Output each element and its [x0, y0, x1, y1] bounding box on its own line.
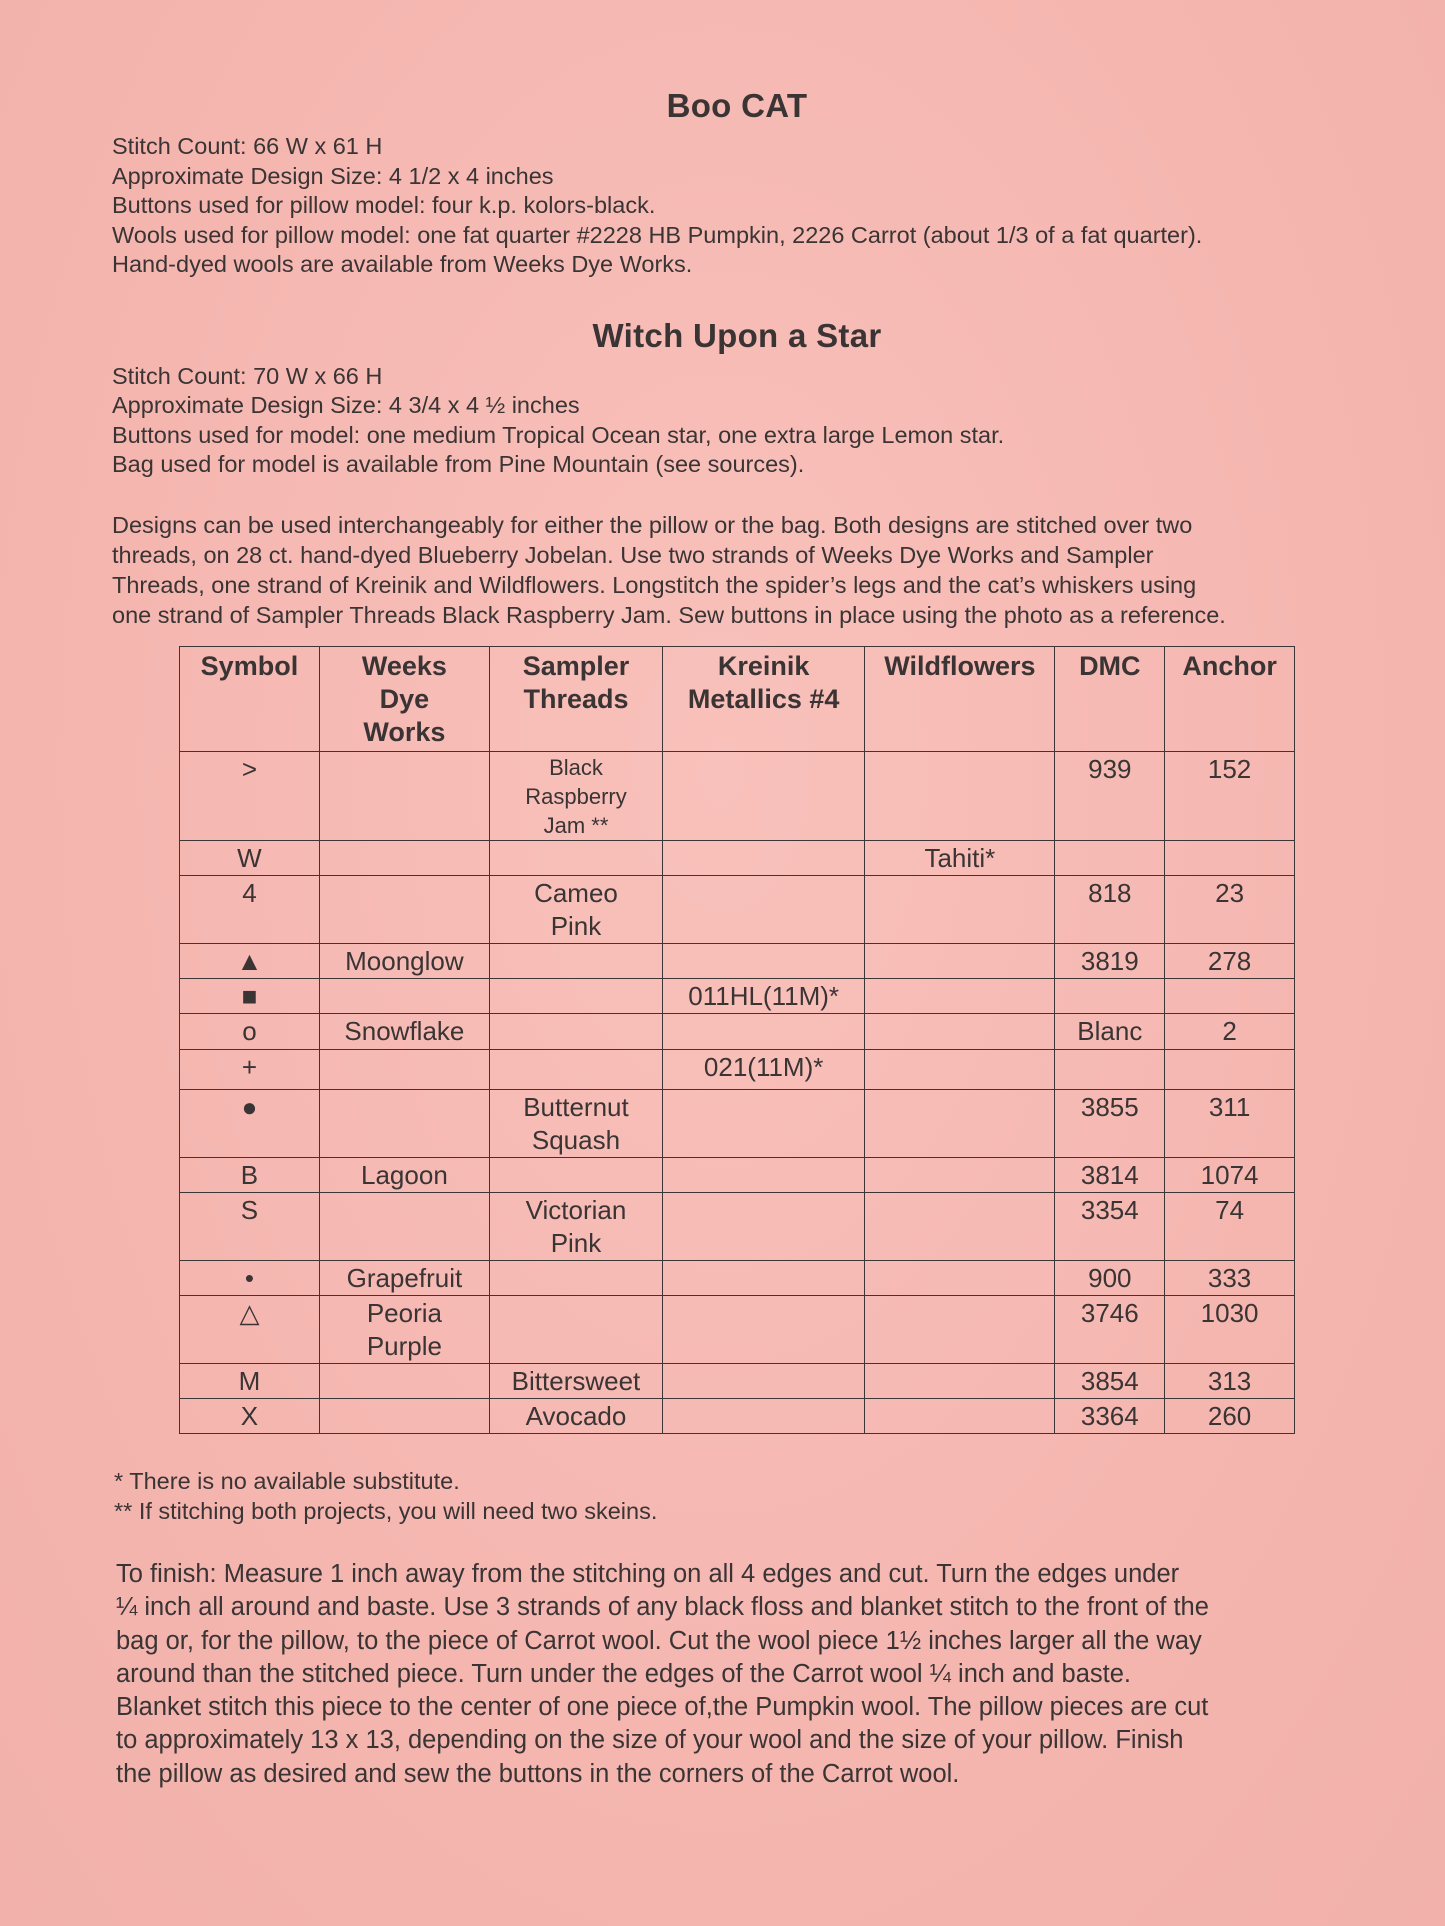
finish-line: Blanket stitch this piece to the center of one piece of,the Pumpkin wool. The pillow pieces are cut [116, 1693, 1209, 1722]
header-sampler-threads: Sampler Threads [489, 647, 662, 752]
cell-weeks [319, 1090, 489, 1158]
boo-cat-section [112, 84, 1362, 280]
cell-wildflowers [865, 876, 1055, 944]
table-row [180, 1261, 1295, 1296]
cell-sampler: Avocado [489, 1399, 662, 1434]
cell-sampler [489, 944, 662, 979]
cell-kreinik: 021(11M)* [663, 1050, 865, 1090]
cell-kreinik [663, 752, 865, 841]
cell-dmc: 3364 [1055, 1399, 1165, 1434]
cell-kreinik [663, 1399, 865, 1434]
cell-anchor: 311 [1165, 1090, 1295, 1158]
table-row [180, 1050, 1295, 1090]
cell-weeks: Grapefruit [319, 1261, 489, 1296]
header-dmc: DMC [1055, 647, 1165, 752]
cell-symbol: S [180, 1193, 320, 1261]
cell-kreinik [663, 1158, 865, 1193]
cell-wildflowers [865, 1193, 1055, 1261]
cell-wildflowers [865, 944, 1055, 979]
cell-symbol: M [180, 1364, 320, 1399]
cell-kreinik [663, 1090, 865, 1158]
table-row [180, 841, 1295, 876]
cell-kreinik [663, 1193, 865, 1261]
cell-wildflowers [865, 1158, 1055, 1193]
cell-symbol: ▲ [180, 944, 320, 979]
cell-symbol: o [180, 1014, 320, 1050]
table-header-row [180, 647, 1295, 752]
cell-anchor: 152 [1165, 752, 1295, 841]
cell-dmc [1055, 841, 1165, 876]
cell-dmc: 900 [1055, 1261, 1165, 1296]
witch-title: Witch Upon a Star [592, 316, 882, 354]
cell-anchor: 1074 [1165, 1158, 1295, 1193]
cell-dmc: 3354 [1055, 1193, 1165, 1261]
cell-wildflowers [865, 1261, 1055, 1296]
cell-wildflowers [865, 1014, 1055, 1050]
table-row [180, 1014, 1295, 1050]
witch-buttons: Buttons used for model: one medium Tropical Ocean star, one extra large Lemon star. [112, 421, 1005, 448]
boo-cat-title: Boo CAT [666, 87, 808, 124]
cell-kreinik [663, 1296, 865, 1364]
intro-line: threads, on 28 ct. hand-dyed Blueberry Jobelan. Use two strands of Weeks Dye Works and Sampler [112, 541, 1154, 568]
header-symbol: Symbol [180, 647, 320, 752]
cell-sampler: Victorian Pink [489, 1193, 662, 1261]
cell-dmc: 3746 [1055, 1296, 1165, 1364]
cell-sampler [489, 841, 662, 876]
intro-line: Threads, one strand of Kreinik and Wildflowers. Longstitch the spider’s legs and the cat’s whiskers using [112, 571, 1197, 598]
cell-dmc [1055, 979, 1165, 1014]
cell-dmc: 3854 [1055, 1364, 1165, 1399]
header-wildflowers: Wildflowers [865, 647, 1055, 752]
witch-section [112, 314, 1362, 480]
cell-wildflowers [865, 1050, 1055, 1090]
cell-weeks: Snowflake [319, 1014, 489, 1050]
cell-anchor: 313 [1165, 1364, 1295, 1399]
table-row [180, 944, 1295, 979]
cell-dmc: Blanc [1055, 1014, 1165, 1050]
boo-cat-wool-source: Hand-dyed wools are available from Weeks Dye Works. [112, 251, 693, 277]
cell-symbol: • [180, 1261, 320, 1296]
footnote-no-substitute: * There is no available substitute. [114, 1468, 460, 1494]
cell-wildflowers [865, 979, 1055, 1014]
cell-sampler [489, 1014, 662, 1050]
finishing-instructions [116, 1558, 1209, 1791]
cell-sampler: Cameo Pink [489, 876, 662, 944]
cell-kreinik [663, 944, 865, 979]
table-row [180, 979, 1295, 1014]
boo-cat-buttons: Buttons used for pillow model: four k.p. kolors-black. [112, 192, 656, 218]
finish-line: the pillow as desired and sew the buttons in the corners of the Carrot wool. [116, 1759, 960, 1788]
cell-wildflowers: Tahiti* [865, 841, 1055, 876]
cell-symbol: X [180, 1399, 320, 1434]
cell-dmc: 3855 [1055, 1090, 1165, 1158]
cell-symbol: ● [180, 1090, 320, 1158]
witch-design-size: Approximate Design Size: 4 3/4 x 4 ½ inches [112, 392, 580, 418]
finish-line: around than the stitched piece. Turn under the edges of the Carrot wool ¼ inch and baste. [116, 1659, 1131, 1688]
cell-weeks [319, 1050, 489, 1090]
cell-sampler [489, 1050, 662, 1090]
boo-cat-stitch-count: Stitch Count: 66 W x 61 H [112, 133, 383, 159]
cell-sampler [489, 1261, 662, 1296]
cell-dmc: 818 [1055, 876, 1165, 944]
cell-weeks: Peoria Purple [319, 1296, 489, 1364]
finish-line: To finish: Measure 1 inch away from the stitching on all 4 edges and cut. Turn the edges under [116, 1560, 1180, 1588]
cell-anchor: 74 [1165, 1193, 1295, 1261]
intro-paragraph [112, 510, 1362, 630]
cell-kreinik [663, 876, 865, 944]
cell-weeks [319, 841, 489, 876]
cell-sampler [489, 1158, 662, 1193]
cell-kreinik [663, 1014, 865, 1050]
pattern-content [112, 84, 1362, 630]
cell-sampler: Black Raspberry Jam ** [489, 752, 662, 841]
table-row [180, 1158, 1295, 1193]
cell-wildflowers [865, 1364, 1055, 1399]
cell-weeks [319, 1193, 489, 1261]
cell-weeks [319, 1364, 489, 1399]
cell-weeks: Moonglow [319, 944, 489, 979]
cell-weeks [319, 876, 489, 944]
cell-dmc [1055, 1050, 1165, 1090]
table-row [180, 876, 1295, 944]
cell-dmc: 939 [1055, 752, 1165, 841]
finish-line: bag or, for the pillow, to the piece of Carrot wool. Cut the wool piece 1½ inches larger all the way [116, 1626, 1202, 1655]
table-footnotes [114, 1466, 657, 1526]
boo-cat-design-size: Approximate Design Size: 4 1/2 x 4 inches [112, 162, 554, 189]
header-anchor: Anchor [1165, 647, 1295, 752]
cell-wildflowers [865, 1399, 1055, 1434]
cell-weeks [319, 979, 489, 1014]
footnote-two-skeins: ** If stitching both projects, you will need two skeins. [114, 1498, 658, 1524]
finish-line: to approximately 13 x 13, depending on the size of your wool and the size of your pillow. Finish [116, 1726, 1184, 1755]
thread-key-table [179, 646, 1295, 1434]
cell-weeks [319, 752, 489, 841]
header-kreinik: Kreinik Metallics #4 [663, 647, 865, 752]
cell-wildflowers [865, 1296, 1055, 1364]
cell-dmc: 3819 [1055, 944, 1165, 979]
cell-kreinik [663, 1261, 865, 1296]
table-row [180, 1364, 1295, 1399]
table-row [180, 1090, 1295, 1158]
cell-wildflowers [865, 1090, 1055, 1158]
table-row [180, 1193, 1295, 1261]
cell-anchor: 1030 [1165, 1296, 1295, 1364]
cell-anchor: 333 [1165, 1261, 1295, 1296]
cell-weeks [319, 1399, 489, 1434]
cell-sampler [489, 979, 662, 1014]
finish-line: ¼ inch all around and baste. Use 3 strands of any black floss and blanket stitch to the front of the [116, 1593, 1209, 1622]
cell-sampler: Butternut Squash [489, 1090, 662, 1158]
cell-kreinik [663, 841, 865, 876]
cell-symbol: + [180, 1050, 320, 1090]
cell-wildflowers [865, 752, 1055, 841]
intro-line: one strand of Sampler Threads Black Raspberry Jam. Sew buttons in place using the photo as a reference. [112, 601, 1226, 628]
cell-sampler: Bittersweet [489, 1364, 662, 1399]
cell-anchor: 278 [1165, 944, 1295, 979]
cell-weeks: Lagoon [319, 1158, 489, 1193]
cell-symbol: 4 [180, 876, 320, 944]
cell-symbol: W [180, 841, 320, 876]
cell-symbol: △ [180, 1296, 320, 1364]
table-row [180, 1399, 1295, 1434]
cell-anchor: 2 [1165, 1014, 1295, 1050]
cell-sampler [489, 1296, 662, 1364]
cell-kreinik [663, 1364, 865, 1399]
table-row [180, 1296, 1295, 1364]
cell-anchor: 23 [1165, 876, 1295, 944]
cell-symbol: > [180, 752, 320, 841]
cell-anchor [1165, 841, 1295, 876]
cell-dmc: 3814 [1055, 1158, 1165, 1193]
cell-anchor [1165, 1050, 1295, 1090]
cell-kreinik: 011HL(11M)* [663, 979, 865, 1014]
cell-anchor: 260 [1165, 1399, 1295, 1434]
cell-anchor [1165, 979, 1295, 1014]
witch-bag: Bag used for model is available from Pine Mountain (see sources). [112, 451, 805, 477]
cell-symbol: B [180, 1158, 320, 1193]
witch-stitch-count: Stitch Count: 70 W x 66 H [112, 362, 383, 389]
cell-symbol: ■ [180, 979, 320, 1014]
boo-cat-wools: Wools used for pillow model: one fat quarter #2228 HB Pumpkin, 2226 Carrot (about 1/3 of a fat quarter). [112, 221, 1203, 248]
intro-line: Designs can be used interchangeably for either the pillow or the bag. Both designs are stitched over two [112, 511, 1193, 538]
header-weeks-dye-works: Weeks Dye Works [319, 647, 489, 752]
table-row [180, 752, 1295, 841]
